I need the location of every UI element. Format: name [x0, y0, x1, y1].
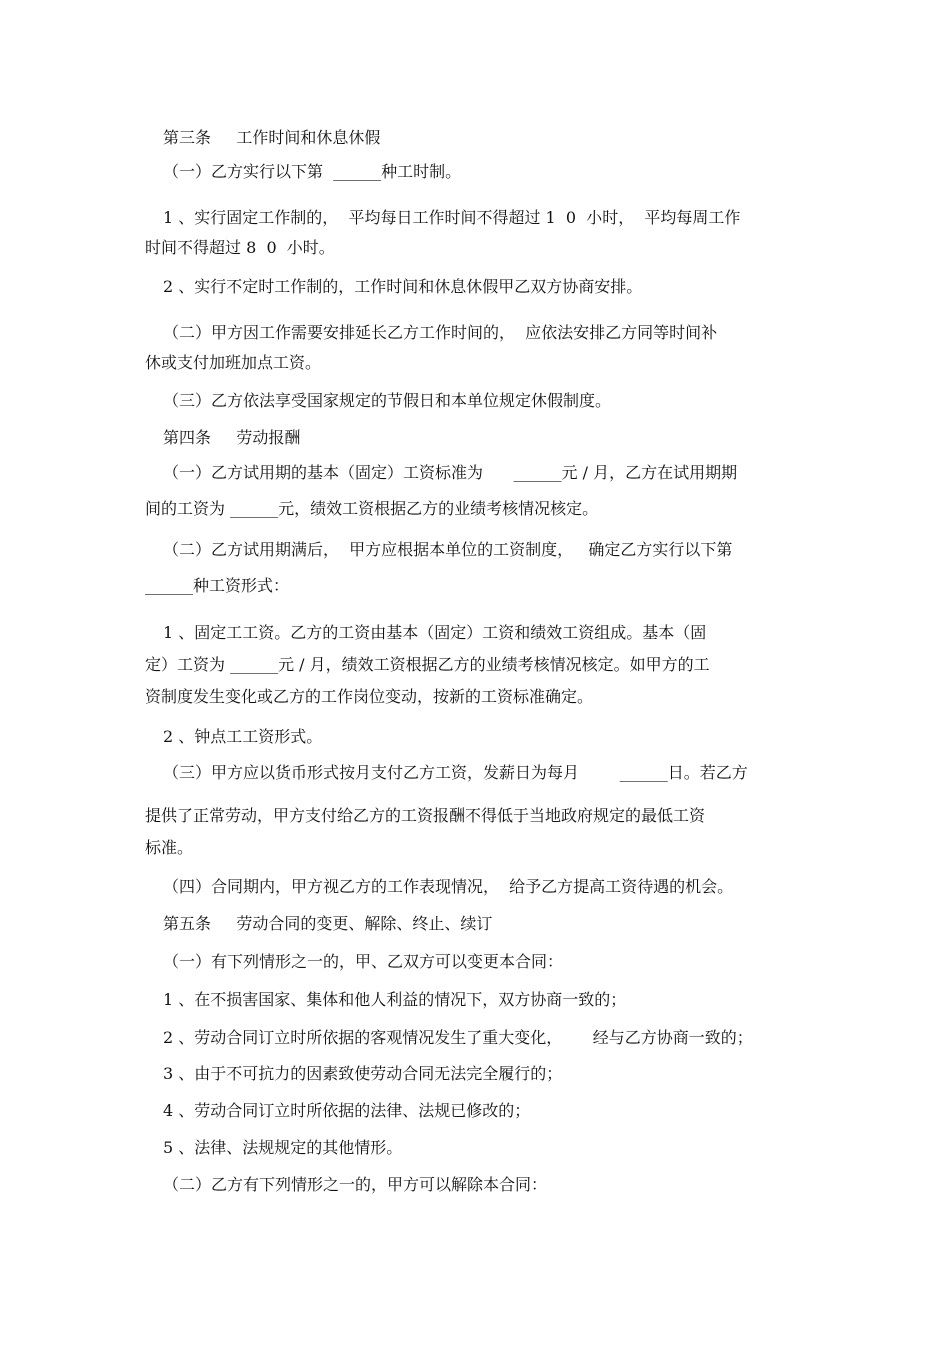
paragraph-line: 1 、固定工工资。乙方的工资由基本（固定）工资和绩效工资组成。基本（固: [163, 623, 707, 642]
article-4-heading: 第四条 劳动报酬: [163, 428, 301, 447]
paragraph-line: ______种工资形式：: [145, 576, 290, 595]
paragraph-line: 时间不得超过 8 0 小时。: [145, 238, 335, 257]
paragraph-line: 资制度发生变化或乙方的工作岗位变动，按新的工资标准确定。: [145, 687, 594, 706]
paragraph-line: 定）工资为 ______元 / 月，绩效工资根据乙方的业绩考核情况核定。如甲方的工: [145, 655, 710, 674]
article-5-heading: 第五条 劳动合同的变更、解除、终止、续订: [163, 914, 493, 933]
paragraph-line: （二）乙方有下列情形之一的，甲方可以解除本合同：: [163, 1175, 548, 1194]
paragraph-line: （三）乙方依法享受国家规定的节假日和本单位规定休假制度。: [163, 391, 612, 410]
paragraph-line: （一）有下列情形之一的，甲、乙双方可以变更本合同：: [163, 952, 564, 971]
paragraph-line: 4 、劳动合同订立时所依据的法律、法规已修改的；: [163, 1101, 531, 1120]
paragraph-line: 1 、在不损害国家、集体和他人利益的情况下，双方协商一致的；: [163, 990, 627, 1009]
paragraph-line: 标准。: [145, 838, 194, 857]
paragraph-line: 提供了正常劳动，甲方支付给乙方的工资报酬不得低于当地政府规定的最低工资: [145, 806, 706, 825]
paragraph-line: （三）甲方应以货币形式按月支付乙方工资，发薪日为每月 ______日。若乙方: [163, 763, 748, 782]
paragraph-line: （一）乙方实行以下第 ______种工时制。: [163, 162, 462, 181]
paragraph-line: 间的工资为 ______元，绩效工资根据乙方的业绩考核情况核定。: [145, 499, 599, 518]
paragraph-line: 1 、实行固定工作制的， 平均每日工作时间不得超过 1 0 小时， 平均每周工作: [163, 208, 741, 227]
paragraph-line: （二）乙方试用期满后， 甲方应根据本单位的工资制度， 确定乙方实行以下第: [163, 540, 733, 559]
paragraph-line: （二）甲方因工作需要安排延长乙方工作时间的， 应依法安排乙方同等时间补: [163, 323, 718, 342]
paragraph-line: （四）合同期内，甲方视乙方的工作表现情况， 给予乙方提高工资待遇的机会。: [163, 877, 734, 896]
paragraph-line: 3 、由于不可抗力的因素致使劳动合同无法完全履行的；: [163, 1064, 563, 1083]
article-3-heading: 第三条 工作时间和休息休假: [163, 128, 381, 147]
paragraph-line: 2 、钟点工工资形式。: [163, 727, 323, 746]
paragraph-line: 2 、实行不定时工作制的，工作时间和休息休假甲乙双方协商安排。: [163, 277, 643, 296]
paragraph-line: （一）乙方试用期的基本（固定）工资标准为 ______元 / 月，乙方在试用期期: [163, 463, 738, 482]
paragraph-line: 5 、法律、法规规定的其他情形。: [163, 1138, 403, 1157]
paragraph-line: 休或支付加班加点工资。: [145, 353, 322, 372]
paragraph-line: 2 、劳动合同订立时所依据的客观情况发生了重大变化， 经与乙方协商一致的；: [163, 1028, 753, 1047]
